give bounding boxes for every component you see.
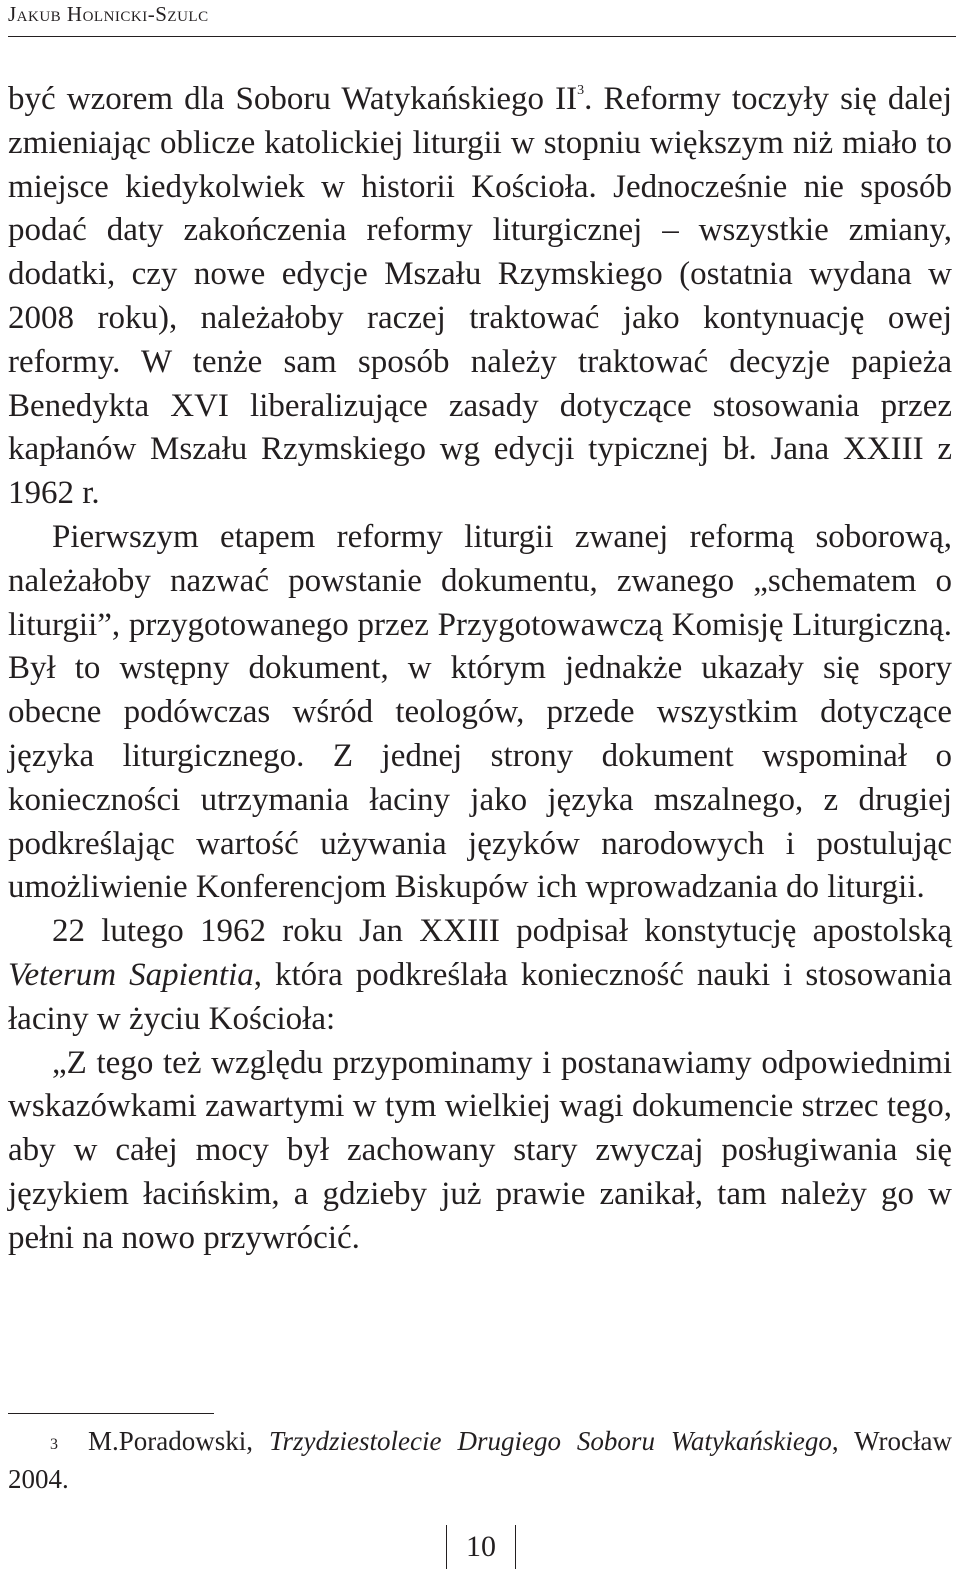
footnote-rule [8, 1413, 214, 1414]
footnote-author: M.Poradowski, [88, 1426, 269, 1456]
paragraph-3-text-a: 22 lutego 1962 roku Jan XXIII podpisał konstytucję apostolską [52, 913, 952, 950]
paragraph-3 [8, 910, 952, 1041]
paragraph-2: Pierwszym etapem reformy liturgii zwanej reformą soborową, należałoby nazwać powstanie dokumentu, zwanego „schematem o liturgii”, przygotowanego przez Przygotowawczą Komisję Liturgiczną. Był to wstępny dokument, w którym jednakże ukazały się spory obecne podówczas wśród teologów, przede wszystkim dotyczące języka liturgicznego. Z jednej strony dokument wspominał o konieczności utrzymania łaciny jako języka mszalnego, z drugiej podkreślając wartość używania języków narodowych i postulując umożliwienie Konferencjom Biskupów ich wprowadzania do liturgii. [8, 518, 952, 906]
footnote-reference[interactable]: 3 [577, 83, 585, 98]
header-rule [8, 36, 956, 37]
footnote [8, 1422, 952, 1498]
quotation: „Z tego też względu przypominamy i postanawiamy odpowiednimi wskazówkami zawartymi w tym wielkiej wagi dokumencie strzec tego, aby w całej mocy był zachowany stary zwyczaj posługiwania się językiem łacińskim, a gdzieby już prawie zanikał, tam należy go w pełni na nowo przywrócić. [8, 1044, 952, 1256]
paragraph-1 [8, 78, 952, 516]
running-header: Jakub Holnicki-Szulc [8, 2, 209, 26]
document-title: Veterum Sapientia [8, 956, 254, 993]
page-number: 10 [446, 1525, 516, 1569]
paragraph-3-text-b: , która podkreślała konieczność nauki i stosowania łaciny w życiu Kościoła: [8, 956, 952, 1037]
paragraph-1-text-a: być wzorem dla Soboru Watykańskiego II [8, 81, 578, 117]
paragraph-1-text-b: . Reformy toczyły się dalej zmieniając oblicze katolickiej liturgii w stopniu większym niż miało to miejsce kiedykolwiek w historii Kościoła. Jednocześnie nie sposób podać daty zakończenia reformy liturgicznej – wszystkie zmiany, dodatki, czy nowe edycje Mszału Rzymskiego (ostatnia wydana w 2008 roku), należałoby raczej traktować jako kontynuację owej reformy. W tenże sam sposób należy traktować decyzje papieża Benedykta XVI liberalizujące zasady dotyczące stosowania przez kapłanów Mszału Rzymskiego wg edycji typicznej bł. Jana XXIII z 1962 r. [8, 81, 952, 512]
footnote-number: 3 [50, 1436, 58, 1453]
body-text [8, 78, 952, 1261]
footnote-title: Trzydziestolecie Drugiego Soboru Watykańskiego [269, 1426, 832, 1456]
footnote-rest: , Wrocław 2004. [8, 1426, 952, 1494]
